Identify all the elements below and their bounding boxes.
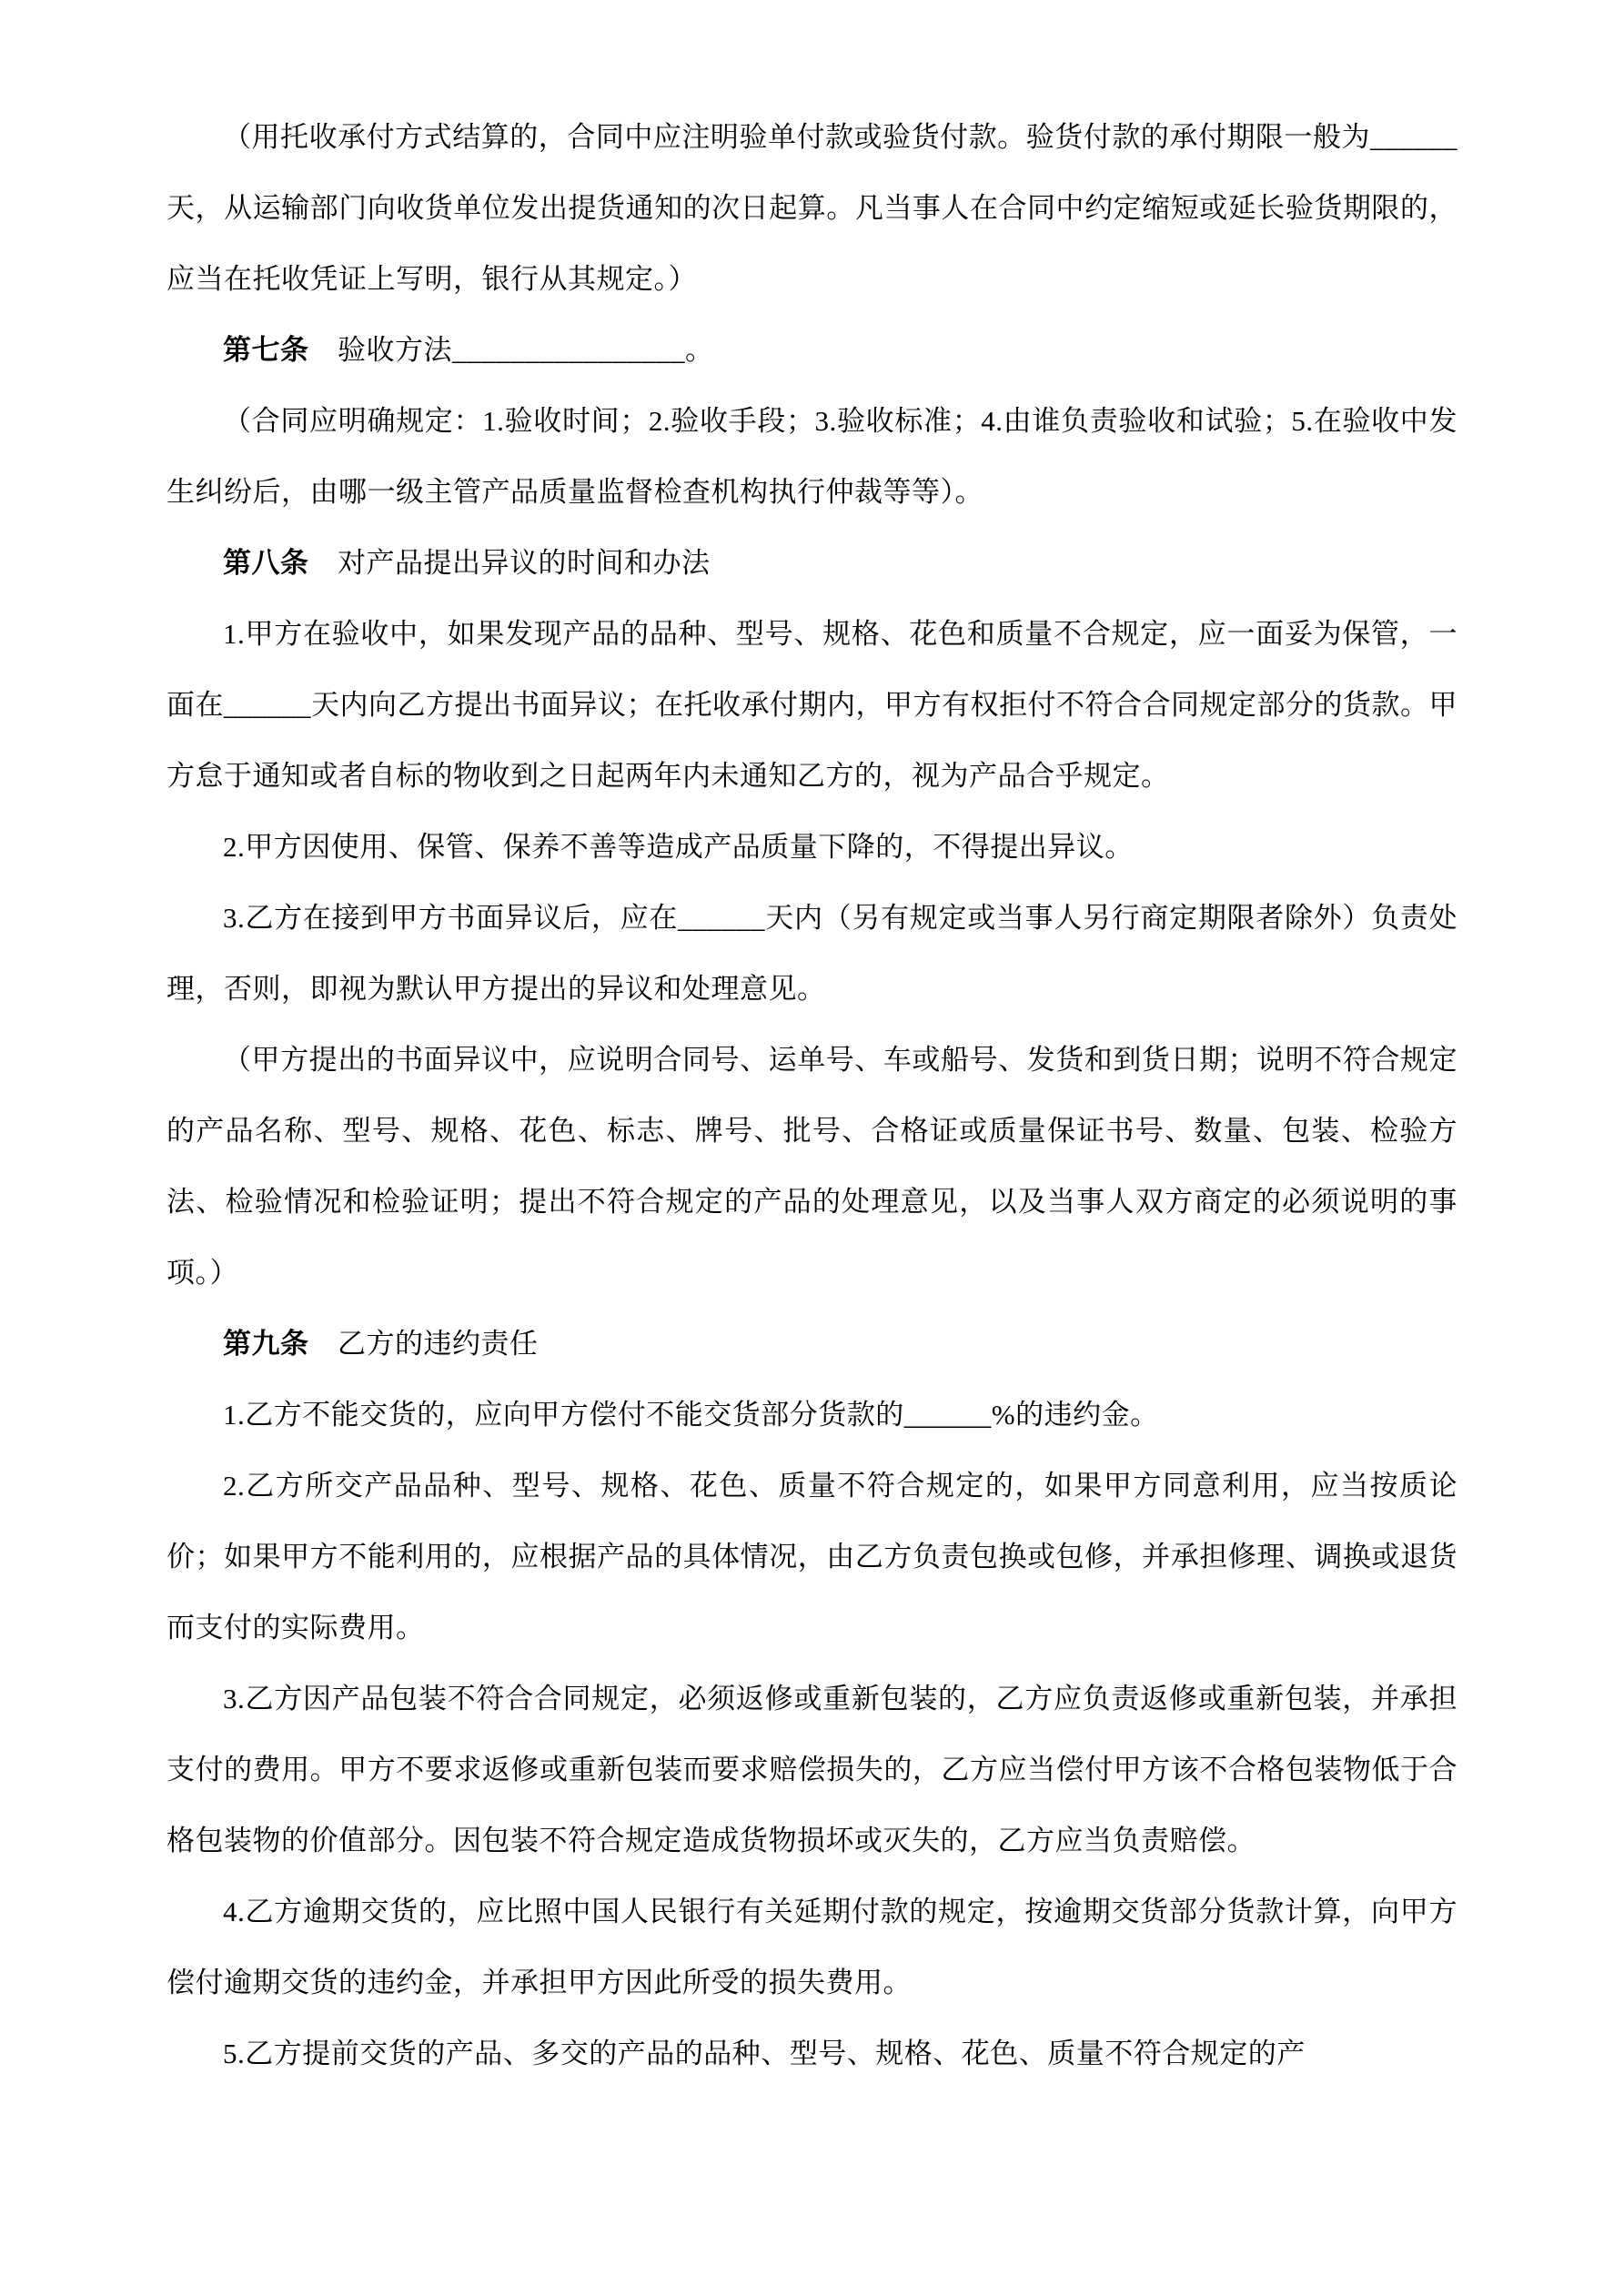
document-body bbox=[166, 102, 1458, 2089]
paragraph-text: 2.乙方所交产品品种、型号、规格、花色、质量不符合规定的，如果甲方同意利用，应当按质论价；如果甲方不能利用的，应根据产品的具体情况，由乙方负责包换或包修，并承担修理、调换或退货而支付的实际费用。 bbox=[166, 1470, 1458, 1644]
clause-number: 第八条 bbox=[223, 547, 309, 579]
paragraph bbox=[166, 386, 1458, 528]
paragraph-text: 3.乙方因产品包装不符合合同规定，必须返修或重新包装的，乙方应负责返修或重新包装，并承担支付的费用。甲方不要求返修或重新包装而要求赔偿损失的，乙方应当偿付甲方该不合格包装物低于合格包装物的价值部分。因包装不符合规定造成货物损坏或灭失的，乙方应当负责赔偿。 bbox=[166, 1683, 1458, 1856]
paragraph-text: 2.甲方因使用、保管、保养不善等造成产品质量下降的，不得提出异议。 bbox=[223, 831, 1134, 863]
paragraph-text: 1.乙方不能交货的，应向甲方偿付不能交货部分货款的______%的违约金。 bbox=[223, 1399, 1159, 1431]
paragraph bbox=[166, 1876, 1458, 2018]
clause-number: 第七条 bbox=[223, 334, 309, 366]
paragraph bbox=[166, 883, 1458, 1025]
paragraph-text: 4.乙方逾期交货的，应比照中国人民银行有关延期付款的规定，按逾期交货部分货款计算，向甲方偿付逾期交货的违约金，并承担甲方因此所受的损失费用。 bbox=[166, 1896, 1458, 1998]
paragraph-text: 1.甲方在验收中，如果发现产品的品种、型号、规格、花色和质量不合规定，应一面妥为保管，一面在______天内向乙方提出书面异议；在托收承付期内，甲方有权拒付不符合合同规定部分的货款。甲方怠于通知或者自标的物收到之日起两年内未通知乙方的，视为产品合乎规定。 bbox=[166, 618, 1458, 792]
paragraph-text: （合同应明确规定：1.验收时间；2.验收手段；3.验收标准；4.由谁负责验收和试验；5.在验收中发生纠纷后，由哪一级主管产品质量监督检查机构执行仲裁等等）。 bbox=[166, 405, 1458, 508]
paragraph-text: 乙方的违约责任 bbox=[338, 1328, 539, 1360]
paragraph bbox=[166, 1380, 1458, 1451]
clause-paragraph bbox=[166, 1309, 1458, 1380]
clause-paragraph bbox=[166, 528, 1458, 599]
paragraph-text: （用托收承付方式结算的，合同中应注明验单付款或验货付款。验货付款的承付期限一般为______天，从运输部门向收货单位发出提货通知的次日起算。凡当事人在合同中约定缩短或延长验货期限的，应当在托收凭证上写明，银行从其规定。） bbox=[166, 121, 1458, 295]
paragraph-text: 5.乙方提前交货的产品、多交的产品的品种、型号、规格、花色、质量不符合规定的产 bbox=[223, 2038, 1306, 2069]
clause-number: 第九条 bbox=[223, 1328, 309, 1360]
paragraph bbox=[166, 812, 1458, 883]
paragraph bbox=[166, 102, 1458, 315]
clause-paragraph bbox=[166, 315, 1458, 386]
paragraph-text: 3.乙方在接到甲方书面异议后，应在______天内（另有规定或当事人另行商定期限者除外）负责处理，否则，即视为默认甲方提出的异议和处理意见。 bbox=[166, 902, 1458, 1005]
paragraph-text: 验收方法________________。 bbox=[338, 334, 714, 366]
paragraph bbox=[166, 1025, 1458, 1309]
paragraph bbox=[166, 1664, 1458, 1876]
paragraph bbox=[166, 599, 1458, 812]
paragraph bbox=[166, 1451, 1458, 1664]
paragraph-text: （甲方提出的书面异议中，应说明合同号、运单号、车或船号、发货和到货日期；说明不符合规定的产品名称、型号、规格、花色、标志、牌号、批号、合格证或质量保证书号、数量、包装、检验方法、检验情况和检验证明；提出不符合规定的产品的处理意见，以及当事人双方商定的必须说明的事项。） bbox=[166, 1044, 1458, 1289]
paragraph-text: 对产品提出异议的时间和办法 bbox=[338, 547, 711, 579]
paragraph bbox=[166, 2018, 1458, 2089]
